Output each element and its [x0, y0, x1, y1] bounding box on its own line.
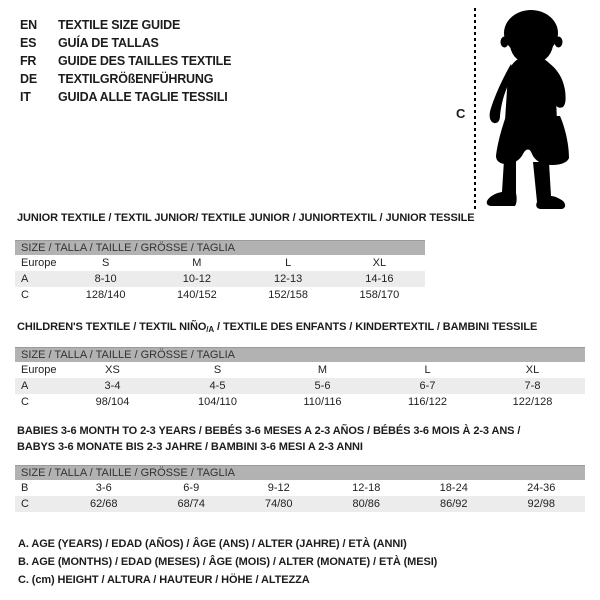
table-cell: 24-36	[527, 482, 556, 494]
language-code: IT	[20, 90, 31, 104]
children-title-text: CHILDREN'S TEXTILE / TEXTIL NIÑO	[17, 321, 207, 333]
children-size-table	[15, 347, 585, 410]
table-cell: 10-12	[151, 271, 242, 287]
table-cell: 7-8	[480, 378, 585, 394]
table-cell: XL	[525, 364, 540, 376]
footnote-c: C. (cm) HEIGHT / ALTURA / HAUTEUR / HÖHE / ALTEZZA	[18, 574, 310, 586]
table-cell: 5-6	[270, 378, 375, 394]
size-header-bar	[15, 466, 585, 481]
table-cell: S	[101, 257, 110, 269]
table-cell: S	[213, 364, 222, 376]
table-cell: 92/98	[498, 496, 586, 512]
table-cell: 110/116	[303, 396, 342, 408]
table-cell: 62/68	[60, 496, 148, 512]
row-label: C	[15, 496, 60, 512]
language-row-it	[20, 88, 231, 106]
size-header-label: SIZE / TALLA / TAILLE / GRÖSSE / TAGLIA	[15, 348, 585, 363]
language-code: ES	[20, 36, 37, 50]
table-cell: 6-9	[183, 482, 200, 494]
guide-title-es: GUÍA DE TALLAS	[58, 36, 159, 50]
baby-silhouette-icon	[478, 8, 573, 213]
row-label: C	[21, 396, 29, 408]
junior-section-title: JUNIOR TEXTILE / TEXTIL JUNIOR/ TEXTILE JUNIOR / JUNIORTEXTIL / JUNIOR TESSILE	[17, 212, 475, 224]
language-code: FR	[20, 54, 37, 68]
row-label: A	[15, 271, 60, 287]
table-cell: 140/152	[176, 289, 217, 301]
table-cell: 122/128	[512, 396, 553, 408]
language-row-es	[20, 34, 231, 52]
table-cell: M	[192, 257, 202, 269]
table-cell: 128/140	[85, 289, 126, 301]
guide-title-en: TEXTILE SIZE GUIDE	[58, 18, 181, 32]
size-header-bar	[15, 241, 425, 256]
language-code: DE	[20, 72, 37, 86]
table-row-height	[15, 287, 425, 303]
table-row-europe	[15, 362, 585, 378]
row-label: B	[21, 482, 29, 494]
language-row-en	[20, 16, 231, 34]
babies-title-line1: BABIES 3-6 MONTH TO 2-3 YEARS / BEBÉS 3-6 MESES A 2-3 AÑOS / BÉBÉS 3-6 MOIS À 2-3 ANS /	[17, 425, 521, 437]
row-label: Europe	[21, 364, 57, 376]
babies-title-line2: BABYS 3-6 MONATE BIS 2-3 JAHRE / BAMBINI 3-6 MESI A 2-3 ANNI	[17, 441, 363, 453]
table-row-months	[15, 480, 585, 496]
table-cell: 80/86	[323, 496, 411, 512]
table-cell: 3-6	[95, 482, 112, 494]
legend-footnotes	[18, 535, 437, 589]
size-header-label: SIZE / TALLA / TAILLE / GRÖSSE / TAGLIA	[15, 241, 425, 256]
babies-section-title	[17, 423, 520, 455]
table-cell: 9-12	[267, 482, 290, 494]
guide-title-fr: GUIDE DES TAILLES TEXTILE	[58, 54, 232, 68]
table-cell: 74/80	[235, 496, 323, 512]
footnote-a: A. AGE (YEARS) / EDAD (AÑOS) / ÂGE (ANS) / ALTER (JAHRE) / ETÀ (ANNI)	[18, 538, 407, 550]
language-title-list	[20, 16, 231, 106]
row-label: Europe	[21, 257, 57, 269]
table-cell: M	[317, 364, 328, 376]
table-cell: 14-16	[334, 271, 425, 287]
table-row-age	[15, 271, 425, 287]
table-row-height	[15, 394, 585, 410]
size-header-bar	[15, 348, 585, 363]
children-section-title	[17, 321, 537, 333]
row-label: C	[21, 289, 29, 301]
table-cell: 152/158	[268, 289, 308, 301]
table-cell: 8-10	[60, 271, 151, 287]
table-cell: 98/104	[95, 396, 130, 408]
guide-title-it: GUIDA ALLE TAGLIE TESSILI	[58, 90, 228, 104]
table-cell: 104/110	[198, 396, 237, 408]
children-title-subscript: /A	[206, 325, 215, 334]
table-cell: 116/122	[408, 396, 447, 408]
table-cell: 6-7	[375, 378, 480, 394]
table-row-europe	[15, 255, 425, 271]
guide-title-de: TEXTILGRÖßENFÜHRUNG	[58, 72, 214, 86]
language-code: EN	[20, 18, 37, 32]
table-cell: XL	[372, 257, 387, 269]
children-title-text: / TEXTILE DES ENFANTS / KINDERTEXTIL / BAMBINI TESSILE	[214, 321, 538, 333]
height-measure-dotted-line	[474, 8, 476, 210]
table-cell: 86/92	[410, 496, 498, 512]
table-cell: 12-13	[243, 271, 334, 287]
language-row-de	[20, 70, 231, 88]
table-cell: 68/74	[148, 496, 236, 512]
language-row-fr	[20, 52, 231, 70]
table-cell: L	[285, 257, 292, 269]
table-cell: 18-24	[439, 482, 468, 494]
height-measure-label: C	[456, 106, 466, 121]
table-cell: L	[424, 364, 431, 376]
junior-size-table	[15, 240, 425, 303]
table-cell: XS	[105, 364, 120, 376]
size-header-label: SIZE / TALLA / TAILLE / GRÖSSE / TAGLIA	[15, 466, 585, 481]
table-cell: 158/170	[359, 289, 400, 301]
footnote-b: B. AGE (MONTHS) / EDAD (MESES) / ÂGE (MOIS) / ALTER (MONATE) / ETÀ (MESI)	[18, 556, 438, 568]
table-cell: 4-5	[165, 378, 270, 394]
table-cell: 3-4	[60, 378, 165, 394]
row-label: A	[15, 378, 60, 394]
table-cell: 12-18	[352, 482, 381, 494]
babies-size-table	[15, 465, 585, 512]
table-row-height	[15, 496, 585, 512]
table-row-age	[15, 378, 585, 394]
